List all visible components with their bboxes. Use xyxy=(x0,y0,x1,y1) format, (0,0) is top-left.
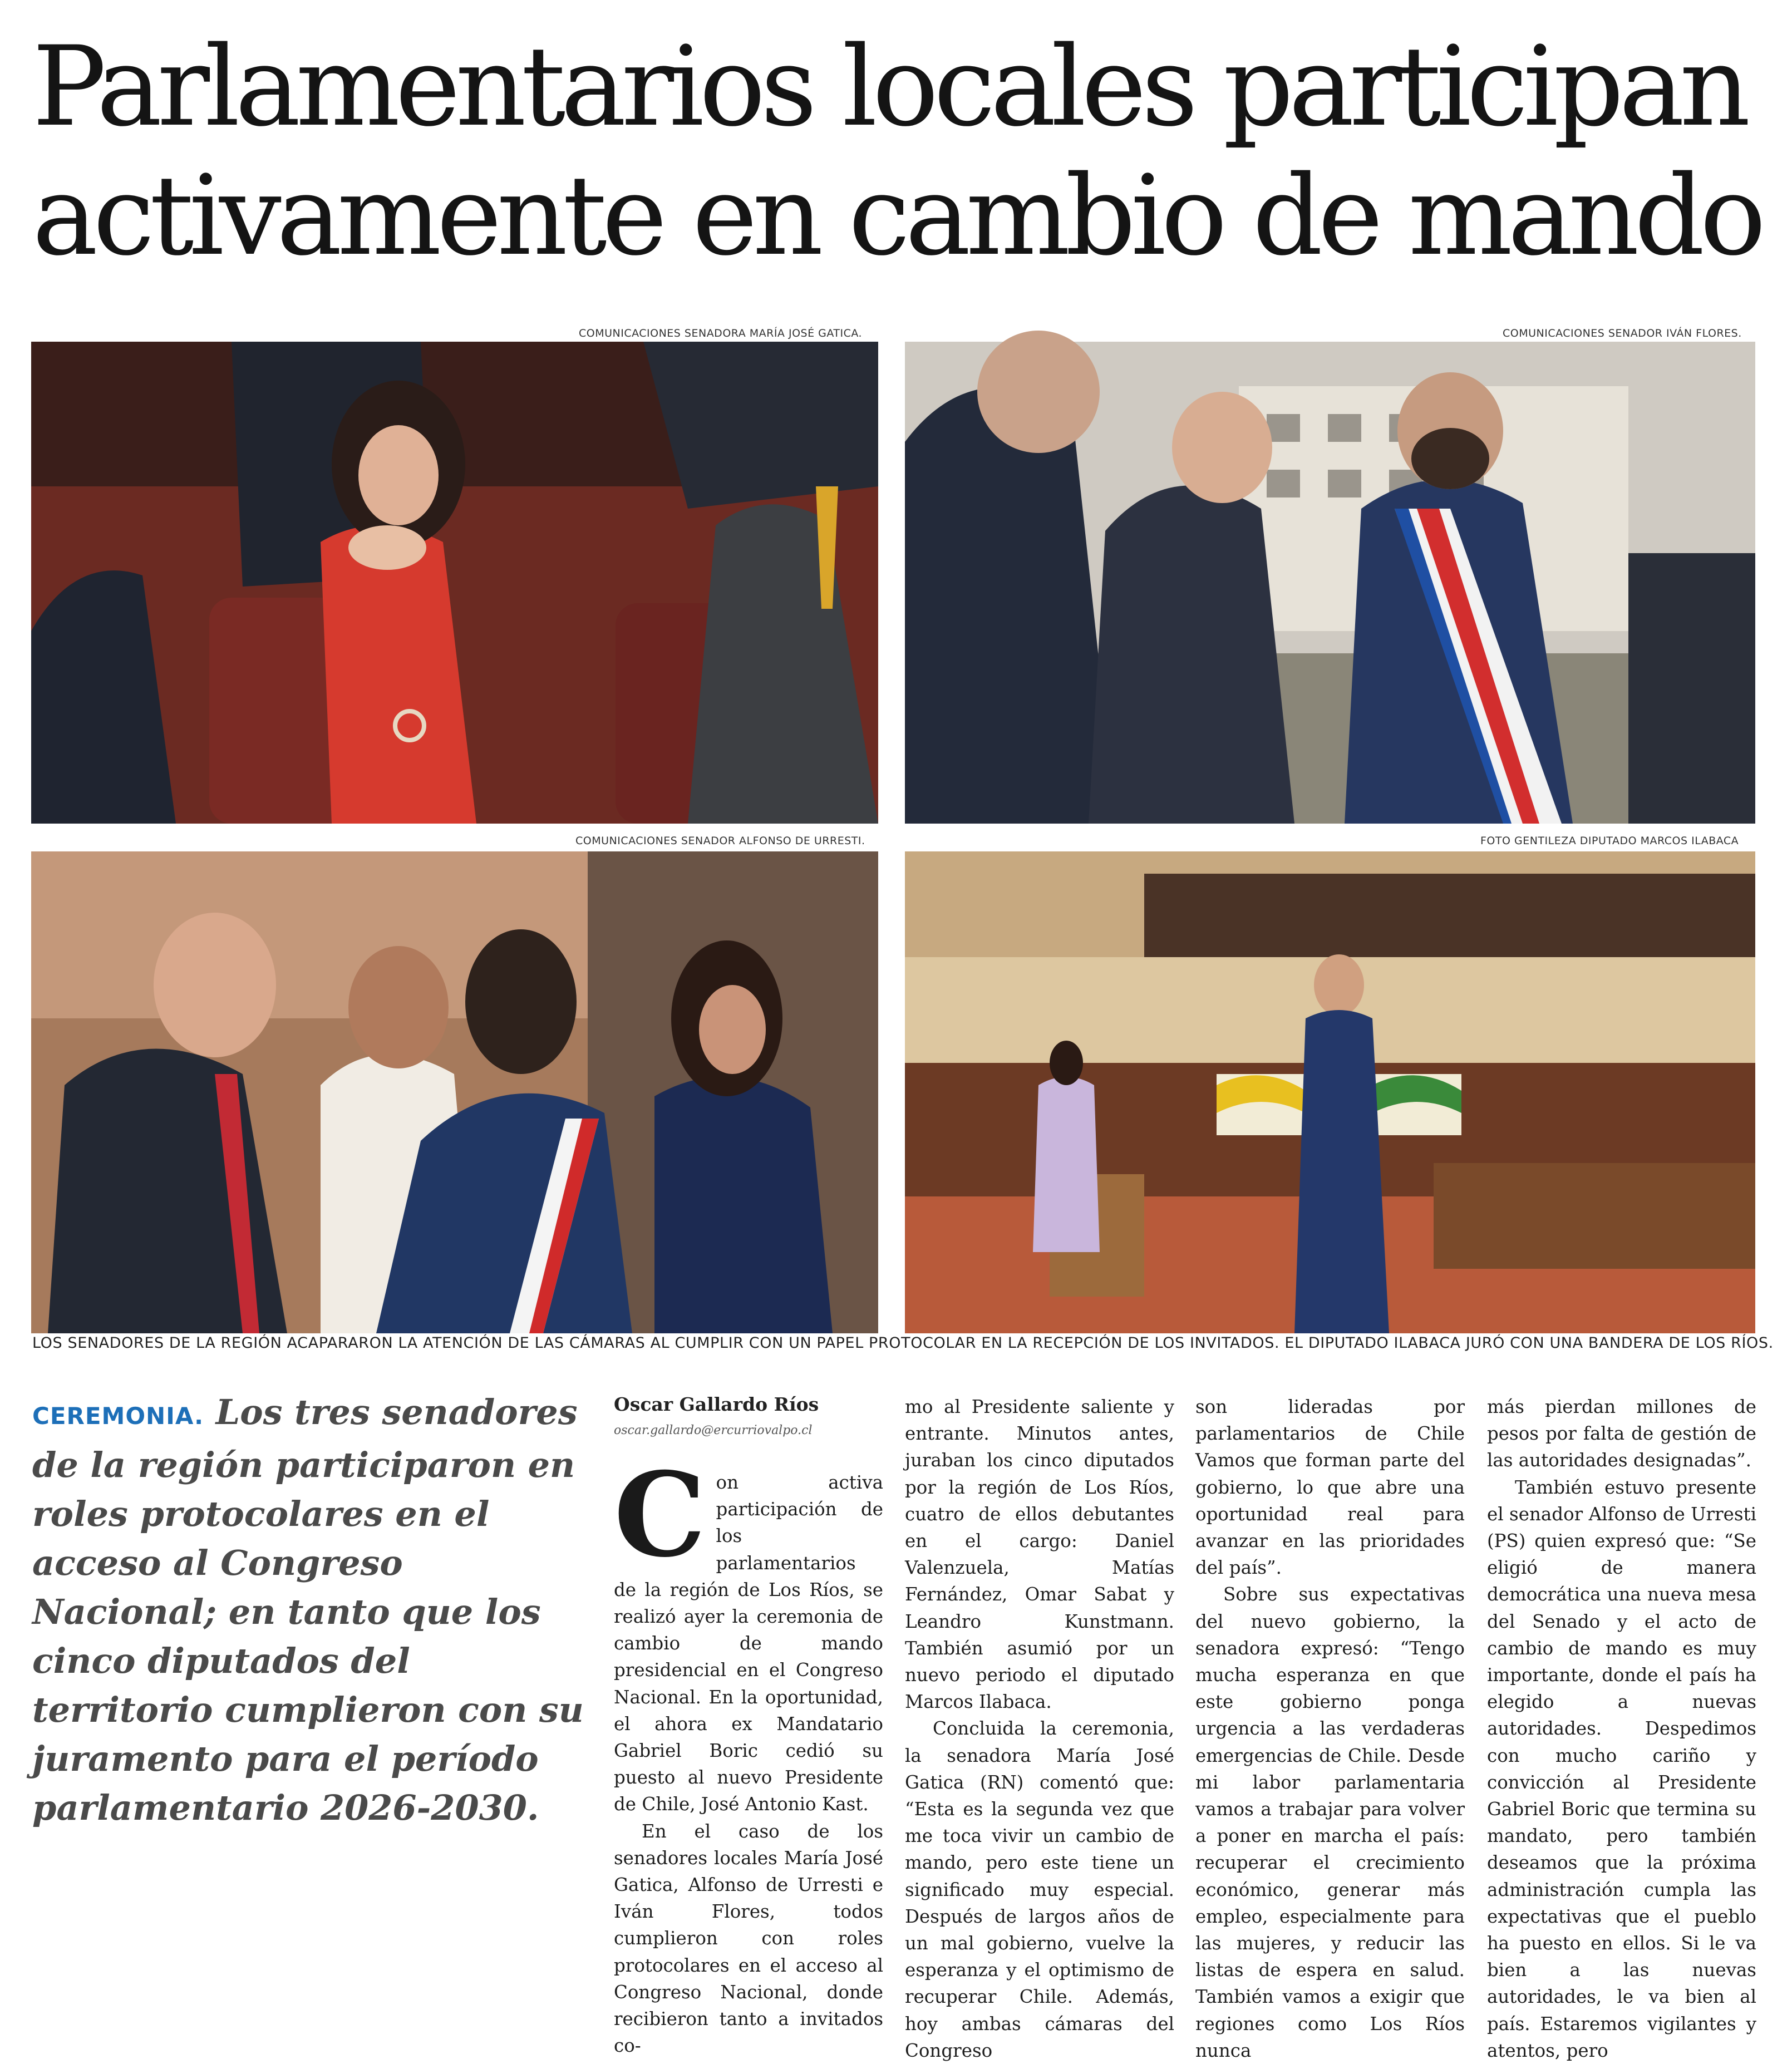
section-kicker: CEREMONIA. xyxy=(32,1402,204,1430)
article-paragraph: on activa participación de los parlamentarios de la región de Los Ríos, se realizó ayer la ceremonia de cambio de mando presidencial en el Congreso Nacional. En la oportunidad, el ahora ex Mandatario Gabriel Boric cedió su puesto al nuevo Presidente de Chile, José Antonio Kast. xyxy=(614,1472,883,1815)
article-paragraph: son lideradas por parlamentarios de Chile Vamos que forman parte del gobierno, lo que abre una oportunidad real para avanzar en las prioridades del país”. xyxy=(1195,1396,1465,1579)
lead-paragraph xyxy=(32,1388,595,1833)
photo-credit-4: FOTO GENTILEZA DIPUTADO MARCOS ILABACA xyxy=(1480,835,1739,847)
article-column-2 xyxy=(905,1393,1174,2061)
photo-senator-urresti xyxy=(31,851,878,1333)
drop-cap: C xyxy=(614,1447,706,1583)
photo-senator-gatica xyxy=(31,342,878,824)
article-column-3 xyxy=(1195,1393,1465,2061)
photo-credit-3: COMUNICACIONES SENADOR ALFONSO DE URRESTI. xyxy=(575,835,865,847)
photo-credit-2: COMUNICACIONES SENADOR IVÁN FLORES. xyxy=(1503,327,1742,339)
article-paragraph: En el caso de los senadores locales María José Gatica, Alfonso de Urresti e Iván Flores, todos cumplieron con roles protocolares en el acceso al Congreso Nacional, donde recibieron tanto a invitados co- xyxy=(614,1820,883,2057)
lead-text: Los tres senadores de la región participaron en roles protocolares en el acceso al Congreso Nacional; en tanto que los cinco diputados del territorio cumplieron con su juramento para el período parlamentario 2026-2030. xyxy=(32,1392,584,1828)
article-paragraph: También estuvo presente el senador Alfonso de Urresti (PS) quien expresó que: “Se eligió de manera democrática una nueva mesa del Senado y el acto de cambio de mando es muy importante, donde el país ha elegido a nuevas autoridades. Despedimos con mucho cariño y convicción al Presidente Gabriel Boric que termina su mandato, pero también deseamos que la próxima administración cumpla las expectativas que el pueblo ha puesto en ellos. Si le va bien a las nuevas autoridades, le va bien al país. Estaremos vigilantes y atentos, pero xyxy=(1487,1476,1756,2061)
byline-email: oscar.gallardo@ercurriovalpo.cl xyxy=(614,1423,813,1437)
photo-credit-1: COMUNICACIONES SENADORA MARÍA JOSÉ GATICA. xyxy=(579,327,863,339)
article-column-1 xyxy=(614,1447,883,2057)
byline-author: Oscar Gallardo Ríos xyxy=(614,1393,819,1415)
photo-caption: LOS SENADORES DE LA REGIÓN ACAPARARON LA ATENCIÓN DE LAS CÁMARAS AL CUMPLIR CON UN PAPEL PROTOCOLAR EN LA RECEPCIÓN DE LOS INVITADOS. EL DIPUTADO ILABACA JURÓ CON UNA BANDERA DE LOS RÍOS. xyxy=(32,1334,1774,1352)
article-paragraph: más pierdan millones de pesos por falta de gestión de las autoridades designadas”. xyxy=(1487,1396,1756,1471)
headline: Parlamentarios locales participan activamente en cambio de mando xyxy=(32,22,1761,280)
article-paragraph: Sobre sus expectativas del nuevo gobierno, la senadora expresó: “Tengo mucha esperanza en que este gobierno ponga urgencia a las verdaderas emergencias de Chile. Desde mi labor parlamentaria vamos a trabajar para volver a poner en marcha el país: recuperar el crecimiento económico, generar más empleo, especialmente para las mujeres, y reducir las listas de espera en salud. También vamos a exigir que regiones como Los Ríos nunca xyxy=(1195,1584,1465,2061)
photo-senator-flores xyxy=(905,342,1755,824)
article-paragraph: mo al Presidente saliente y entrante. Minutos antes, juraban los cinco diputados por la región de Los Ríos, cuatro de ellos debutantes en el cargo: Daniel Valenzuela, Matías Fernández, Omar Sabat y Leandro Kunstmann. También asumió por un nuevo periodo el diputado Marcos Ilabaca. xyxy=(905,1396,1174,1713)
article-column-4 xyxy=(1487,1393,1756,2061)
article-paragraph: Concluida la ceremonia, la senadora María José Gatica (RN) comentó que: “Esta es la segunda vez que me toca vivir un cambio de mando, pero este tiene un significado muy especial. Después de largos años de un mal gobierno, vuelve la esperanza y el optimismo de recuperar Chile. Además, hoy ambas cámaras del Congreso xyxy=(905,1718,1174,2061)
photo-diputado-ilabaca xyxy=(905,851,1755,1333)
